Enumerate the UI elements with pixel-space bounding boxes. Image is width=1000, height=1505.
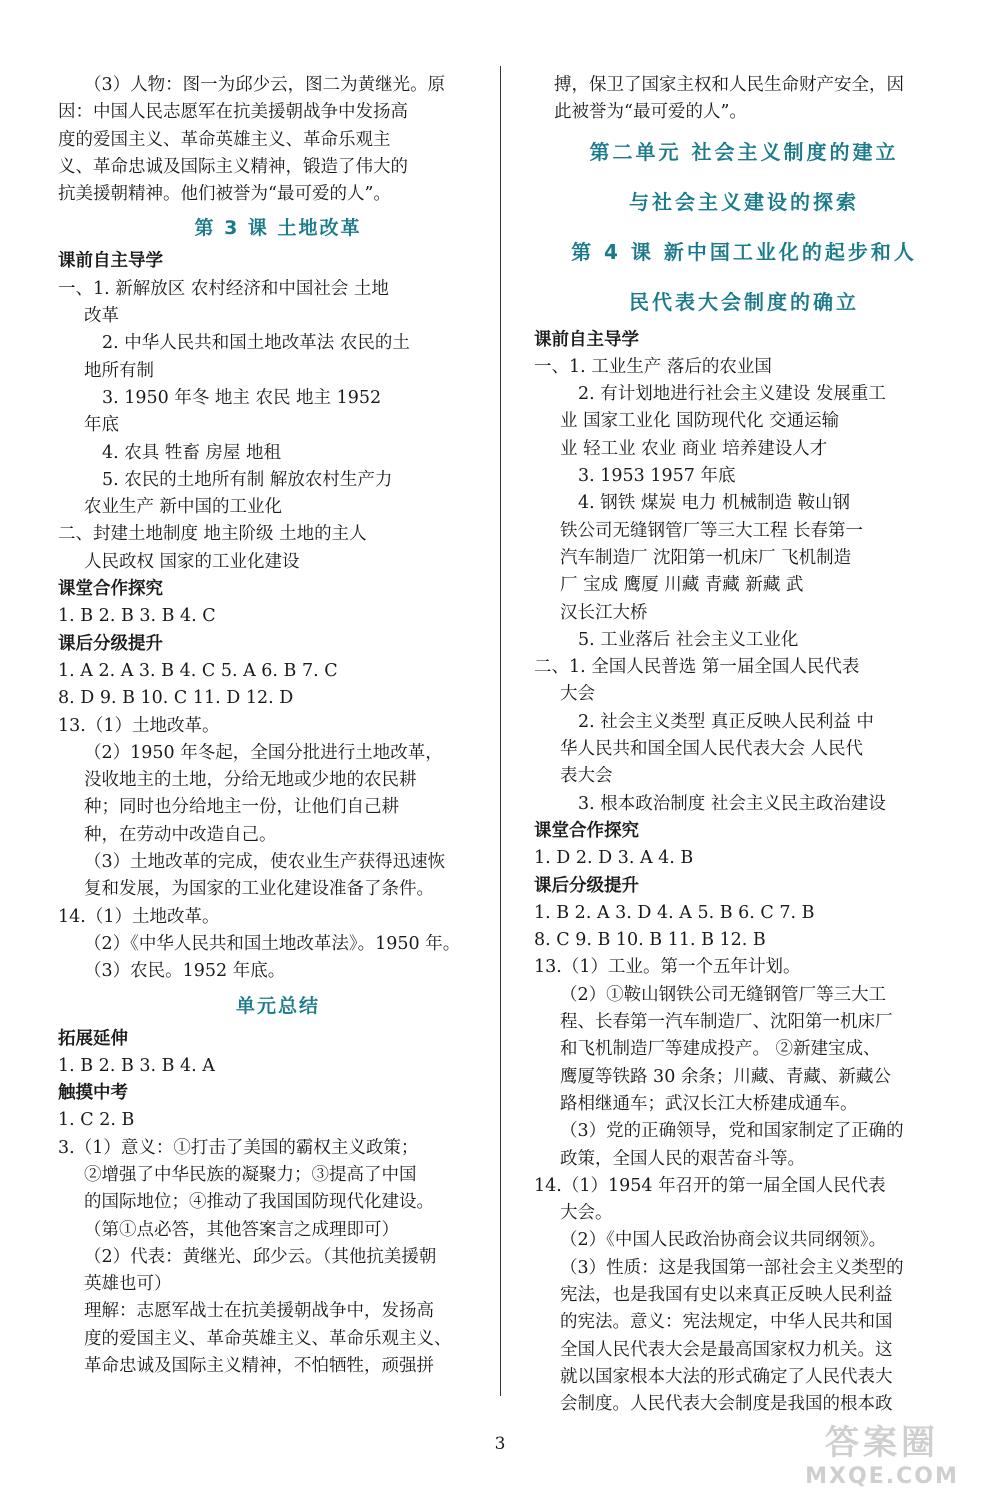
watermark-logo (782, 1422, 982, 1497)
unit2-title-line1: 第二单元 社会主义制度的建立 (589, 139, 899, 164)
text-line: 搏，保卫了国家主权和人民生命财产安全，因 (554, 75, 904, 95)
text-line: 5. 农民的土地所有制 解放农村生产力 (102, 469, 393, 490)
text-line: 鹰厦等铁路 30 余条；川藏、青藏、新藏公 (560, 1066, 891, 1087)
l4-after-answers (534, 900, 954, 1419)
extension-answers: 1. B 2. B 3. B 4. A (58, 1055, 215, 1076)
text-line: 和飞机制造厂等建成投产。 ②新建宝成、 (560, 1039, 881, 1060)
text-line: （3）党的正确领导，党和国家制定了正确的 (560, 1121, 904, 1142)
extension-heading: 拓展延伸 (58, 1028, 128, 1049)
text-line: 一、1. 新解放区 农村经济和中国社会 土地 (58, 278, 389, 299)
text-line: 抗美援朝精神。他们被誉为“最可爱的人”。 (58, 184, 391, 205)
text-line: 大会。 (560, 1203, 613, 1224)
text-line: 华人民共和国全国人民代表大会 人民代 (560, 739, 864, 760)
text-line: 就以国家根本大法的形式确定了人民代表大 (560, 1366, 893, 1387)
text-line: 程、长春第一汽车制造厂、沈阳第一机床厂 (560, 1012, 893, 1033)
text-line: 年底 (84, 415, 119, 436)
l3-pre-answers (58, 276, 498, 576)
text-line: （2）《中国人民政治协商会议共同纲领》。 (560, 1230, 887, 1251)
text-line: 业 轻工业 农业 商业 培养建设人才 (560, 438, 828, 459)
right-column (534, 72, 954, 1418)
text-line: 3. 根本政治制度 社会主义民主政治建设 (578, 793, 886, 814)
watermark-text-bottom: MXQE.COM (805, 1464, 959, 1489)
exam-heading: 触摸中考 (58, 1083, 128, 1104)
text-line: 8. D 9. B 10. C 11. D 12. D (58, 688, 294, 709)
text-line: 路相继通车；武汉长江大桥建成通车。 (560, 1093, 858, 1114)
text-line: 3.（1）意义：①打击了美国的霸权主义政策； (58, 1137, 419, 1158)
continued-answer (534, 72, 954, 127)
text-line: 铁公司无缝钢管厂等三大工程 长春第一 (560, 520, 864, 541)
text-line: 农业生产 新中国的工业化 (84, 497, 283, 518)
text-line: 14.（1）1954 年召开的第一届全国人民代表 (534, 1175, 886, 1196)
text-line: 2. 有计划地进行社会主义建设 发展重工 (578, 384, 886, 405)
text-line: （2）代表：黄继光、邱少云。（其他抗美援朝 (84, 1246, 437, 1267)
text-line: 8. C 9. B 10. B 11. B 12. B (534, 930, 766, 951)
text-line: 理解：志愿军战士在抗美援朝战争中，发扬高 (84, 1301, 434, 1322)
text-line: 14.（1）土地改革。 (58, 906, 220, 927)
text-line: 政策，全国人民的艰苦奋斗等。 (560, 1148, 805, 1169)
text-line: 汽车制造厂 沈阳第一机床厂 飞机制造 (560, 547, 852, 568)
text-line: 种，在劳动中改造自己。 (84, 824, 277, 845)
text-line: 度的爱国主义、革命英雄主义、革命乐观主义、 (84, 1328, 452, 1349)
left-column (58, 72, 498, 1380)
text-line: 4. 钢铁 煤炭 电力 机械制造 鞍山钢 (578, 493, 851, 514)
text-line: 全国人民代表大会是最高国家权力机关。这 (560, 1339, 893, 1360)
text-line: 2. 社会主义类型 真正反映人民利益 中 (578, 711, 874, 732)
text-line: 3. 1950 年冬 地主 农民 地主 1952 (102, 387, 382, 408)
intro-answer (58, 72, 498, 208)
text-line: 13.（1）土地改革。 (58, 715, 220, 736)
l3-class-answers: 1. B 2. B 3. B 4. C (58, 606, 216, 627)
lesson4-title-line1: 第 4 课 新中国工业化的起步和人 (571, 239, 917, 264)
text-line: 英雄也可） (84, 1274, 172, 1295)
text-line: ②增强了中华民族的凝聚力；③提高了中国 (84, 1164, 417, 1185)
text-line: （2）《中华人民共和国土地改革法》。1950 年。 (84, 933, 461, 954)
text-line: （2）1950 年冬起，全国分批进行土地改革， (84, 742, 443, 763)
l3-after-heading: 课后分级提升 (58, 633, 163, 654)
text-line: 此被誉为“最可爱的人”。 (554, 102, 747, 123)
text-line: 3. 1953 1957 年底 (578, 466, 736, 487)
text-line: 5. 工业落后 社会主义工业化 (578, 629, 799, 650)
text-line: （3）土地改革的完成，使农业生产获得迅速恢 (84, 852, 446, 873)
text-line: （第①点必答，其他答案言之成理即可） (84, 1219, 399, 1240)
text-line: 义、革命忠诚及国际主义精神，锻造了伟大的 (58, 156, 408, 177)
exam-q3-answers (58, 1135, 498, 1381)
text-line: 1. A 2. A 3. B 4. C 5. A 6. B 7. C (58, 660, 338, 681)
text-line: 地所有制 (84, 360, 154, 381)
l4-class-answers: 1. D 2. D 3. A 4. B (534, 848, 694, 869)
text-line: 的宪法。意义：宪法规定，中华人民共和国 (560, 1312, 893, 1333)
l3-class-heading: 课堂合作探究 (58, 579, 163, 600)
text-line: 4. 农具 牲畜 房屋 地租 (102, 442, 281, 463)
text-line: （3）农民。1952 年底。 (84, 961, 286, 982)
text-line: 大会 (560, 684, 595, 705)
text-line: 1. B 2. A 3. D 4. A 5. B 6. C 7. B (534, 902, 815, 923)
text-line: 复和发展，为国家的工业化建设准备了条件。 (84, 879, 434, 900)
text-line: （3）人物：图一为邱少云，图二为黄继光。原 (84, 75, 446, 95)
text-line: （2）①鞍山钢铁公司无缝钢管厂等三大工 (560, 984, 887, 1005)
text-line: （3）性质：这是我国第一部社会主义类型的 (560, 1257, 904, 1278)
l4-pre-heading: 课前自主导学 (534, 329, 639, 350)
text-line: 二、1. 全国人民普选 第一届全国人民代表 (534, 657, 860, 678)
text-line: 业 国家工业化 国防现代化 交通运输 (560, 411, 840, 432)
exam-mc-answers: 1. C 2. B (58, 1110, 135, 1131)
l4-class-heading: 课堂合作探究 (534, 820, 639, 841)
l3-pre-heading: 课前自主导学 (58, 251, 163, 272)
watermark-text-top: 答案圈 (825, 1423, 939, 1463)
text-line: 2. 中华人民共和国土地改革法 农民的土 (102, 333, 410, 354)
unit2-title-line2: 与社会主义建设的探索 (629, 189, 859, 214)
l4-after-heading: 课后分级提升 (534, 875, 639, 896)
text-line: 人民政权 国家的工业化建设 (84, 551, 300, 572)
l3-after-answers (58, 658, 498, 986)
page-number: 3 (494, 1434, 506, 1454)
text-line: 一、1. 工业生产 落后的农业国 (534, 356, 772, 377)
lesson4-title-line2: 民代表大会制度的确立 (629, 289, 859, 314)
text-line: 没收地主的土地，分给无地或少地的农民耕 (84, 770, 417, 791)
l4-pre-answers (534, 354, 954, 818)
text-line: 13.（1）工业。第一个五年计划。 (534, 957, 801, 978)
text-line: 改革 (84, 306, 119, 327)
text-line: 二、封建土地制度 地主阶级 土地的主人 (58, 524, 367, 545)
text-line: 宪法，也是我国有史以来真正反映人民利益 (560, 1284, 893, 1305)
text-line: 种；同时也分给地主一份，让他们自己耕 (84, 797, 399, 818)
lesson3-title: 第 3 课 土地改革 (194, 217, 362, 240)
column-divider (500, 66, 501, 1396)
text-line: 革命忠诚及国际主义精神，不怕牺牲，顽强拼 (84, 1356, 434, 1377)
text-line: 汉长江大桥 (560, 602, 648, 623)
text-line: 会制度。人民代表大会制度是我国的根本政 (560, 1394, 893, 1415)
unit-summary-title: 单元总结 (235, 994, 320, 1017)
text-line: 的国际地位；④推动了我国国防现代化建设。 (84, 1192, 434, 1213)
text-line: 度的爱国主义、革命英雄主义、革命乐观主 (58, 129, 391, 150)
text-line: 表大会 (560, 766, 613, 787)
text-line: 因：中国人民志愿军在抗美援朝战争中发扬高 (58, 102, 408, 123)
text-line: 厂 宝成 鹰厦 川藏 青藏 新藏 武 (560, 575, 804, 596)
